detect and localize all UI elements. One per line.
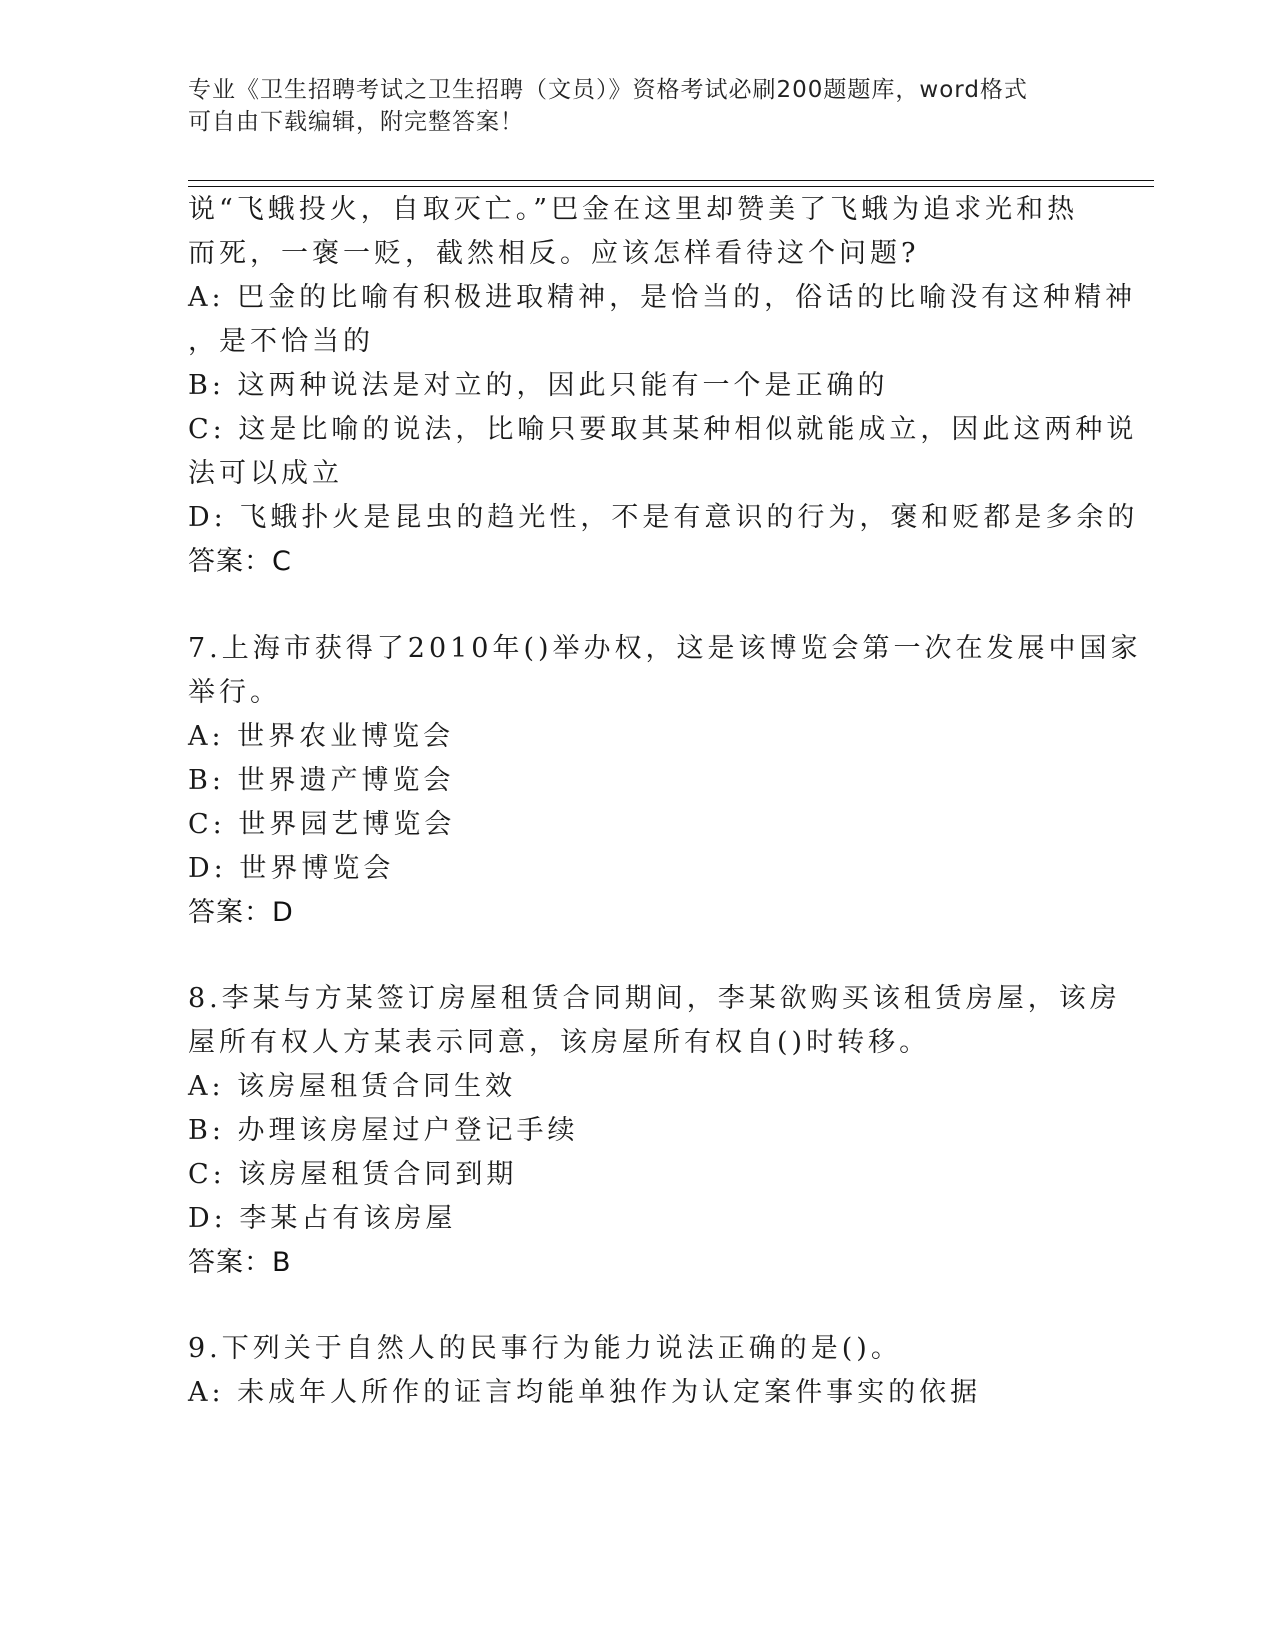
q6-stem-line-2: 而死，一褒一贬，截然相反。应该怎样看待这个问题? bbox=[188, 238, 920, 269]
q6-option-a-line-1: A: 巴金的比喻有积极进取精神，是恰当的，俗话的比喻没有这种精神 bbox=[188, 282, 1137, 313]
q6-option-a-line-2: ，是不恰当的 bbox=[188, 326, 374, 357]
q8-option-c: C: 该房屋租赁合同到期 bbox=[188, 1159, 518, 1190]
header-line-1: 专业《卫生招聘考试之卫生招聘（文员）》资格考试必刷200题题库，word格式 bbox=[188, 77, 1028, 103]
q7-option-b: B: 世界遗产博览会 bbox=[188, 765, 455, 796]
q8-option-d: D: 李某占有该房屋 bbox=[188, 1203, 457, 1234]
q8-option-a: A: 该房屋租赁合同生效 bbox=[188, 1071, 517, 1102]
q7-option-d: D: 世界博览会 bbox=[188, 853, 395, 884]
q7-stem-line-1: 7.上海市获得了2010年()举办权，这是该博览会第一次在发展中国家 bbox=[188, 633, 1142, 664]
header-rule-top bbox=[188, 180, 1154, 181]
q7-option-a: A: 世界农业博览会 bbox=[188, 721, 455, 752]
q8-answer: 答案：B bbox=[188, 1247, 292, 1278]
q6-option-b: B: 这两种说法是对立的，因此只能有一个是正确的 bbox=[188, 370, 889, 401]
q7-option-c: C: 世界园艺博览会 bbox=[188, 809, 456, 840]
q6-option-c-line-1: C: 这是比喻的说法，比喻只要取其某种相似就能成立，因此这两种说 bbox=[188, 414, 1138, 445]
q8-option-b: B: 办理该房屋过户登记手续 bbox=[188, 1115, 579, 1146]
q8-stem-line-2: 屋所有权人方某表示同意，该房屋所有权自()时转移。 bbox=[188, 1027, 931, 1058]
q9-option-a: A: 未成年人所作的证言均能单独作为认定案件事实的依据 bbox=[188, 1377, 982, 1408]
q7-stem-line-2: 举行。 bbox=[188, 677, 281, 708]
q6-option-c-line-2: 法可以成立 bbox=[188, 458, 343, 489]
q6-option-d: D: 飞蛾扑火是昆虫的趋光性，不是有意识的行为，褒和贬都是多余的 bbox=[188, 502, 1139, 533]
q6-stem-line-1: 说“飞蛾投火，自取灭亡。”巴金在这里却赞美了飞蛾为追求光和热 bbox=[188, 194, 1079, 225]
q9-stem-line-1: 9.下列关于自然人的民事行为能力说法正确的是()。 bbox=[188, 1333, 902, 1364]
q6-answer: 答案：C bbox=[188, 546, 292, 577]
q7-answer: 答案：D bbox=[188, 897, 294, 928]
header-line-2: 可自由下载编辑，附完整答案！ bbox=[188, 109, 524, 135]
q8-stem-line-1: 8.李某与方某签订房屋租赁合同期间，李某欲购买该租赁房屋，该房 bbox=[188, 983, 1121, 1014]
document-header bbox=[188, 74, 1068, 138]
